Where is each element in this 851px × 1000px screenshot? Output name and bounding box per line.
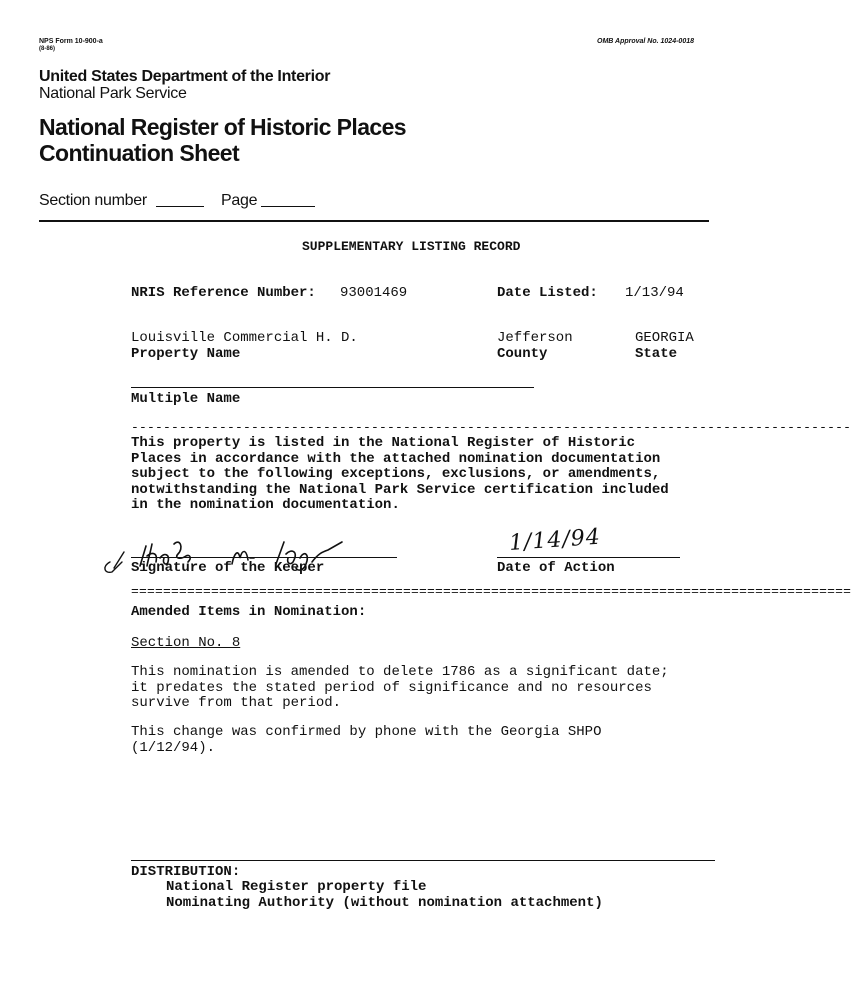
paragraph-line: it predates the stated period of significance and no resources bbox=[131, 679, 652, 696]
property-name-label: Property Name bbox=[131, 346, 241, 362]
signature-line bbox=[131, 557, 397, 558]
multiple-name-label: Multiple Name bbox=[131, 391, 241, 407]
paragraph-line: (1/12/94). bbox=[131, 739, 216, 756]
agency-name: National Park Service bbox=[39, 85, 187, 102]
section-number-label: Section number bbox=[39, 192, 147, 209]
state-label: State bbox=[635, 346, 678, 362]
listing-statement bbox=[131, 436, 669, 514]
date-listed-label: Date Listed: bbox=[497, 285, 598, 301]
statement-line: This property is listed in the National Register of Historic bbox=[131, 435, 636, 451]
amendment-paragraph-2 bbox=[131, 725, 601, 756]
omb-approval: OMB Approval No. 1024-0018 bbox=[597, 38, 694, 45]
section-reference: Section No. 8 bbox=[131, 635, 241, 651]
county-value: Jefferson bbox=[497, 330, 573, 346]
statement-line: subject to the following exceptions, exclusions, or amendments, bbox=[131, 466, 661, 482]
paragraph-line: This nomination is amended to delete 1786 as a significant date; bbox=[131, 664, 669, 680]
paragraph-line: This change was confirmed by phone with the Georgia SHPO bbox=[131, 724, 602, 740]
page-label: Page bbox=[221, 192, 258, 209]
dashed-divider-1: ------------------------------------------------------------------------------------------ bbox=[131, 420, 851, 435]
double-divider: ========================================================================================== bbox=[131, 584, 851, 599]
nris-value: 93001469 bbox=[340, 285, 408, 301]
form-date: (8-86) bbox=[39, 46, 56, 52]
distribution-item: National Register property file bbox=[166, 879, 427, 895]
amended-items-heading: Amended Items in Nomination: bbox=[131, 604, 367, 620]
date-of-action-value: 1/14/94 bbox=[508, 524, 602, 556]
distribution-item: Nominating Authority (without nomination attachment) bbox=[166, 895, 603, 911]
state-value: GEORGIA bbox=[635, 330, 694, 346]
distribution-divider bbox=[131, 860, 715, 861]
record-heading: SUPPLEMENTARY LISTING RECORD bbox=[302, 239, 521, 254]
form-number: NPS Form 10-900-a bbox=[39, 38, 103, 45]
amendment-paragraph-1 bbox=[131, 665, 669, 712]
property-name-value: Louisville Commercial H. D. bbox=[131, 330, 358, 346]
section-number-line bbox=[156, 206, 204, 207]
nris-label: NRIS Reference Number: bbox=[131, 285, 316, 301]
department-name: United States Department of the Interior bbox=[39, 68, 331, 85]
date-of-action-label: Date of Action bbox=[497, 560, 615, 576]
date-listed-value: 1/13/94 bbox=[625, 285, 684, 301]
page-line bbox=[261, 206, 315, 207]
county-label: County bbox=[497, 346, 548, 362]
distribution-heading: DISTRIBUTION: bbox=[131, 864, 241, 880]
header-divider bbox=[39, 220, 709, 222]
signature-label: Signature of the Keeper bbox=[131, 560, 325, 576]
multiple-name-line bbox=[131, 387, 534, 388]
paragraph-line: survive from that period. bbox=[131, 695, 342, 711]
form-title-line1: National Register of Historic Places bbox=[39, 114, 406, 140]
statement-line: in the nomination documentation. bbox=[131, 497, 400, 513]
statement-line: Places in accordance with the attached nomination documentation bbox=[131, 450, 661, 467]
date-of-action-line bbox=[497, 557, 680, 558]
statement-line: notwithstanding the National Park Service certification included bbox=[131, 481, 669, 498]
form-title-line2: Continuation Sheet bbox=[39, 140, 240, 166]
